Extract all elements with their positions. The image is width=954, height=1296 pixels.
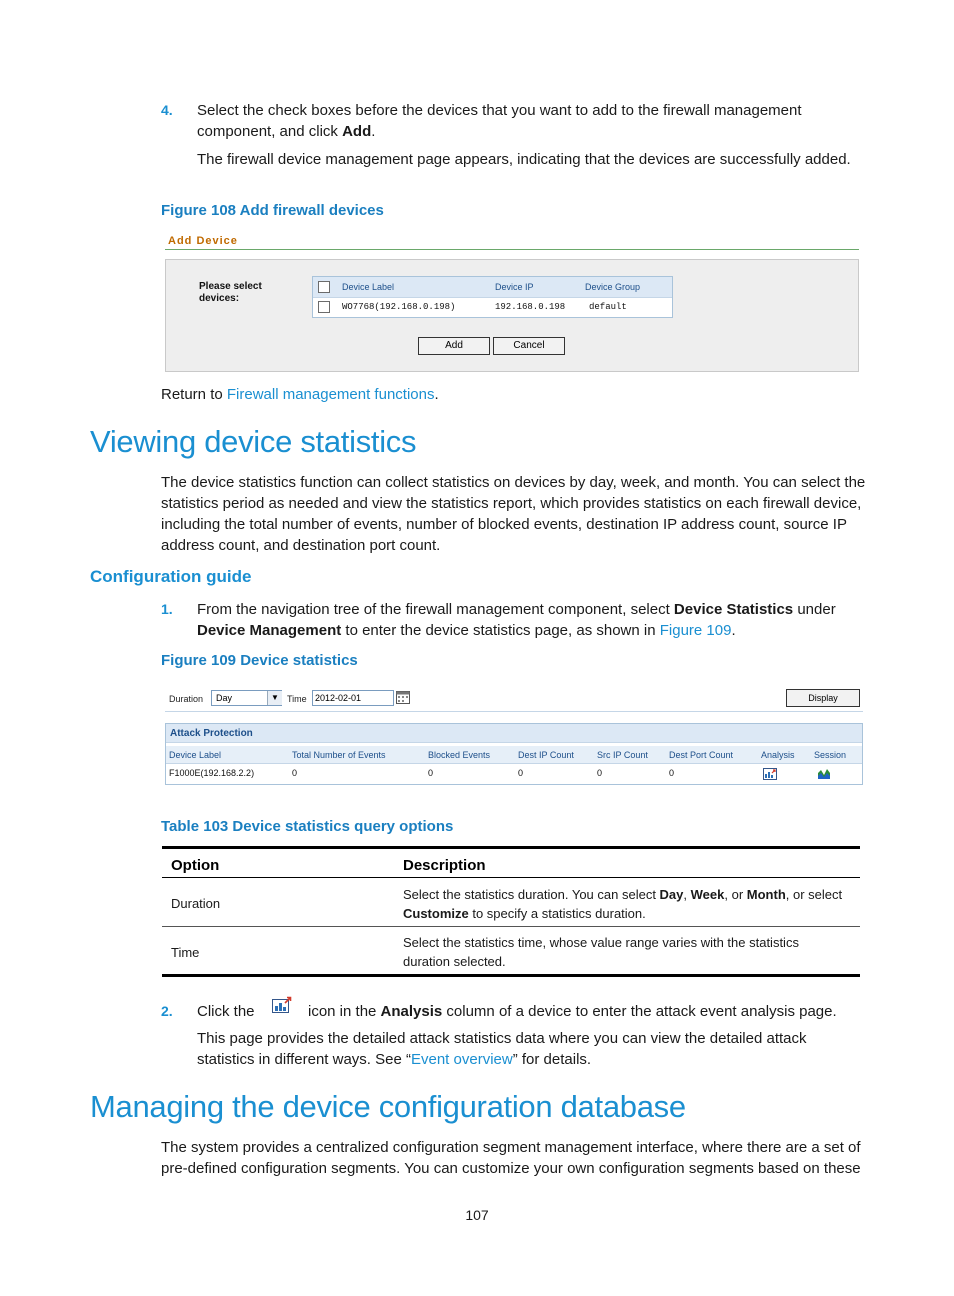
step-4-text: Select the check boxes before the devices that you want to add to the firewall management component, and click Add. <box>197 102 802 140</box>
add-device-panel-title: Add Device <box>168 235 238 247</box>
column-analysis: Analysis <box>761 750 795 760</box>
attack-protection-panel <box>165 723 863 785</box>
step-2-followup: This page provides the detailed attack statistics data where you can view the detailed attack statistics in different ways. See “Event overview” for details. <box>197 1030 807 1068</box>
column-session: Session <box>814 750 847 760</box>
time-label: Time <box>287 694 307 704</box>
section-title-viewing-device-statistics: Viewing device statistics <box>90 424 417 459</box>
section-2-intro: The system provides a centralized configuration segment management interface, where there are a set of pre-defined configuration segments. You can customize your own configuration segments based on these <box>161 1139 861 1177</box>
select-all-checkbox[interactable] <box>318 281 330 293</box>
step-4-followup: The firewall device management page appears, indicating that the devices are successfully added. <box>197 151 851 168</box>
header-rule <box>162 877 860 878</box>
statistics-table-header <box>166 746 862 764</box>
analysis-icon[interactable] <box>763 767 777 779</box>
return-line: Return to Firewall management functions. <box>161 386 439 403</box>
step-1-number: 1. <box>161 601 173 617</box>
option-duration: Duration <box>171 896 221 911</box>
time-input[interactable] <box>312 690 394 706</box>
firewall-management-functions-link[interactable]: Firewall management functions <box>226 386 435 403</box>
device-ip-cell: 192.168.0.198 <box>495 302 566 312</box>
src-ip-count-cell: 0 <box>597 768 603 778</box>
column-device-ip: Device IP <box>495 282 534 292</box>
table-top-rule <box>162 846 860 849</box>
device-table-header <box>313 277 672 298</box>
dest-port-count-cell: 0 <box>669 768 675 778</box>
total-events-cell: 0 <box>292 768 298 778</box>
section-title-managing-config-database: Managing the device configuration database <box>90 1089 686 1124</box>
column-device-group: Device Group <box>585 282 641 292</box>
figure-109-link[interactable]: Figure 109 <box>659 622 732 639</box>
step-2-text: icon in the Analysis column of a device to enter the attack event analysis page. <box>308 1003 837 1020</box>
step-1-text: From the navigation tree of the firewall management component, select Device Statistics under Device Management to enter the device statistics page, as shown in Figure 109. <box>197 601 836 639</box>
figure-109-caption: Figure 109 Device statistics <box>161 652 358 669</box>
header-description: Description <box>403 857 486 874</box>
device-select-table <box>312 276 673 318</box>
step-2-click-the: Click the <box>197 1003 255 1020</box>
attack-protection-title-bar <box>166 724 862 743</box>
device-label-cell: WO7768(192.168.0.198) <box>342 302 456 312</box>
column-device-label: Device Label <box>169 750 222 760</box>
row-divider <box>162 926 860 927</box>
description-duration: Select the statistics duration. You can select Day, Week, or Month, or select Customize to specify a statistics duration. <box>403 887 843 921</box>
table-bottom-rule <box>162 974 860 977</box>
blocked-events-cell: 0 <box>428 768 434 778</box>
toolbar-divider <box>165 711 863 712</box>
figure-108-caption: Figure 108 Add firewall devices <box>161 202 384 219</box>
column-device-label: Device Label <box>342 282 395 292</box>
column-dest-port-count: Dest Port Count <box>669 750 734 760</box>
cancel-button[interactable]: Cancel <box>493 337 565 355</box>
select-devices-label: Please select devices: <box>199 281 262 304</box>
step-4-number: 4. <box>161 102 173 118</box>
chevron-down-icon[interactable]: ▼ <box>267 691 282 705</box>
configuration-guide-heading: Configuration guide <box>90 567 252 586</box>
duration-select[interactable] <box>211 690 282 706</box>
calendar-icon[interactable] <box>396 690 410 704</box>
device-group-cell: default <box>589 302 627 312</box>
section-1-intro: The device statistics function can collect statistics on devices by day, week, and month. You can select the statistics period as needed and view the statistics report, which provides statistics on each firewall device, including the total number of events, number of blocked events, destination IP address count, source IP address count, and destination port count. <box>161 474 866 554</box>
duration-selected-value: Day <box>216 693 233 703</box>
add-button[interactable]: Add <box>418 337 490 355</box>
add-device-form <box>165 259 859 372</box>
dest-ip-count-cell: 0 <box>518 768 524 778</box>
step-2-number: 2. <box>161 1003 173 1019</box>
device-label-cell: F1000E(192.168.2.2) <box>169 768 255 778</box>
description-time: Select the statistics time, whose value range varies with the statistics duration selected. <box>403 935 799 969</box>
option-time: Time <box>171 945 200 960</box>
attack-protection-title: Attack Protection <box>170 728 253 739</box>
column-dest-ip-count: Dest IP Count <box>518 750 574 760</box>
analysis-icon <box>272 996 292 1013</box>
time-input-value: 2012-02-01 <box>315 693 362 703</box>
table-103-caption: Table 103 Device statistics query options <box>161 818 454 835</box>
display-button[interactable]: Display <box>786 689 860 707</box>
duration-label: Duration <box>169 694 204 704</box>
column-src-ip-count: Src IP Count <box>597 750 648 760</box>
device-row-checkbox[interactable] <box>318 301 330 313</box>
page-number: 107 <box>465 1207 489 1223</box>
column-blocked-events: Blocked Events <box>428 750 491 760</box>
panel-title-divider <box>165 249 859 250</box>
column-total-events: Total Number of Events <box>292 750 386 760</box>
session-icon[interactable] <box>817 767 831 779</box>
event-overview-link[interactable]: Event overview <box>410 1051 513 1068</box>
table-row <box>166 764 862 783</box>
table-row <box>313 298 672 316</box>
header-option: Option <box>171 857 220 874</box>
